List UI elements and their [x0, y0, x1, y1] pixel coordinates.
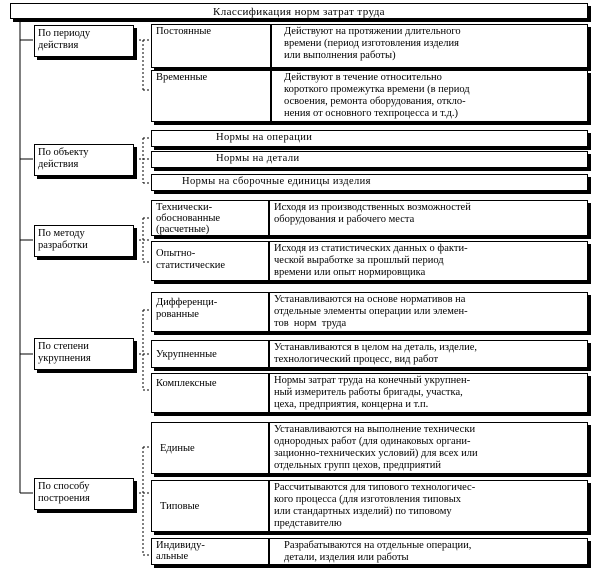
type-differentiated-desc: Устанавливаются на основе нормативов на отдельные элементы операции или элемен- тов норм труда — [269, 292, 588, 332]
norm-assembly-units: Нормы на сборочные единицы изделия — [151, 174, 588, 191]
type-unified: Единые — [151, 422, 269, 474]
type-statistical: Опытно- статистические — [151, 241, 269, 281]
norm-parts: Нормы на детали — [151, 151, 588, 168]
type-technical: Технически- обоснованные (расчетные) — [151, 200, 269, 236]
type-typical-desc: Рассчитываются для типового технологичес- кого процесса (для изготовления типовых или стандартных изделий) по типовому представителю — [269, 480, 588, 532]
type-temporary: Временные — [151, 70, 271, 122]
type-individual-desc: Разрабатываются на отдельные операции, детали, изделия или работы — [269, 538, 588, 565]
norm-operations: Нормы на операции — [151, 130, 588, 147]
type-typical: Типовые — [151, 480, 269, 532]
diagram-title-text: Классификация норм затрат труда — [213, 6, 385, 18]
category-period: По периоду действия — [34, 25, 134, 57]
type-enlarged-desc: Устанавливаются в целом на деталь, изделие, технологический процесс, вид работ — [269, 340, 588, 368]
type-technical-desc: Исходя из производственных возможностей оборудования и рабочего места — [269, 200, 588, 236]
type-constant: Постоянные — [151, 24, 271, 68]
diagram-title — [10, 3, 588, 19]
type-complex-desc: Нормы затрат труда на конечный укрупнен- ный измеритель работы бригады, участка, цеха, предприятия, концерна и т.п. — [269, 373, 588, 413]
type-enlarged: Укрупненные — [151, 340, 269, 368]
type-differentiated: Дифференци- рованные — [151, 292, 269, 332]
type-statistical-desc: Исходя из статистических данных о факти- ческой выработке за прошлый период времени или опыт нормировщика — [269, 241, 588, 281]
category-enlargement: По степени укрупнения — [34, 338, 134, 370]
type-constant-desc: Действуют на протяжении длительного времени (период изготовления изделия или выполнения работы) — [271, 24, 588, 68]
category-construction: По способу построения — [34, 478, 134, 510]
type-unified-desc: Устанавливаются на выполнение технически однородных работ (для одинаковых органи- зационно-технических условий) для всех или отдельных групп цехов, предприятий — [269, 422, 588, 474]
type-temporary-desc: Действуют в течение относительно короткого промежутка времени (в период освоения, ремонта оборудования, откло- нения от основного техпроцесса и т.д.) — [271, 70, 588, 122]
category-method: По методу разработки — [34, 225, 134, 257]
type-individual: Индивиду- альные — [151, 538, 269, 565]
type-complex: Комплексные — [151, 373, 269, 413]
category-object: По объекту действия — [34, 144, 134, 176]
